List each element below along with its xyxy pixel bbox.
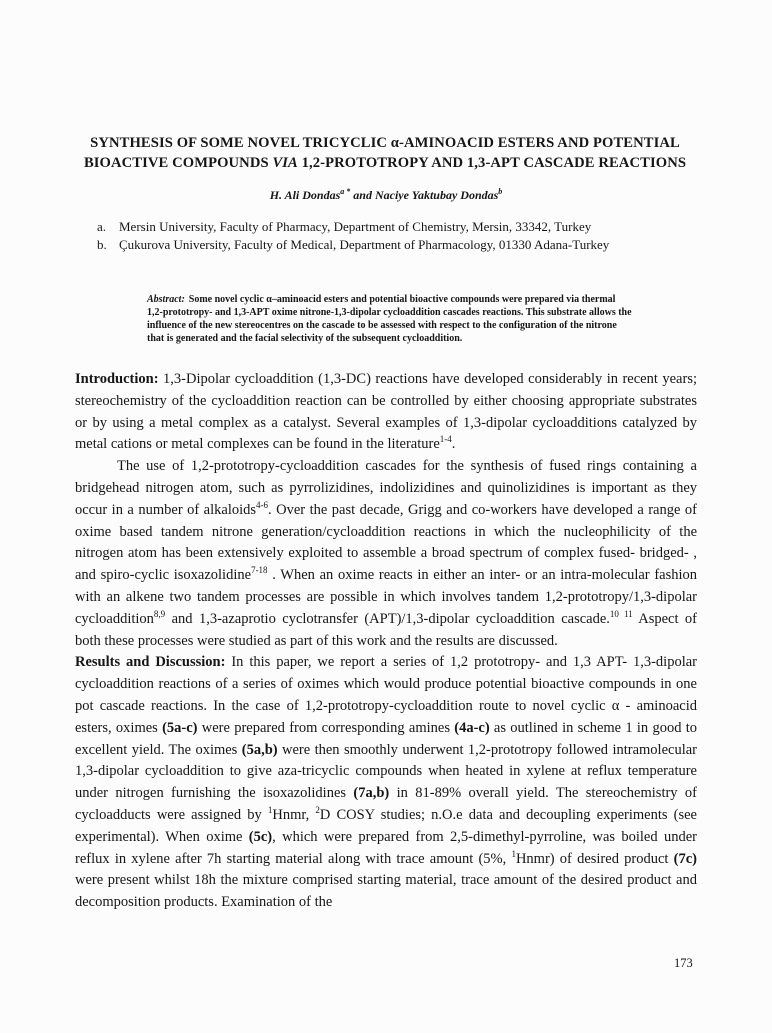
- compound-label: (4a-c): [454, 719, 490, 736]
- abstract-label: Abstract:: [147, 294, 185, 305]
- citation: 1-4: [439, 434, 452, 445]
- author-line: [0, 187, 772, 203]
- compound-label: (5a,b): [241, 741, 278, 758]
- author-2: Naciye Yaktubay Dondas: [374, 188, 499, 202]
- compound-label: (7a,b): [353, 785, 390, 802]
- citation: 7-18: [251, 565, 268, 576]
- affiliation-label: a.: [97, 219, 107, 234]
- affiliation-a: [97, 218, 609, 236]
- intro-paragraph-1: Introduction: 1,3-Dipolar cycloaddition (1,3-DC) reactions have developed considerably in recent years; stereochemistry of the cycloaddition reaction can be controlled by either choosing appropriate substrates or by using a metal complex as a catalyst. Several examples of 1,3-dipolar cycloadditions catalyzed by metal cations or metal complexes can be found in the literature$^{1-4}$.: [75, 371, 697, 453]
- citation: 4-6: [256, 499, 269, 510]
- compound-label: (7c): [673, 850, 697, 867]
- introduction-heading: Introduction:: [75, 371, 159, 387]
- dimension-mark: 2: [315, 805, 320, 816]
- title-line-2: BIOACTIVE COMPOUNDS VIA 1,2-PROTOTROPY AND 1,3-APT CASCADE REACTIONS: [83, 155, 687, 171]
- paper-title: [60, 133, 710, 173]
- citation: 8,9: [153, 608, 166, 619]
- isotope-mark: 1: [511, 848, 516, 859]
- intro-paragraph-2: The use of 1,2-prototropy-cycloaddition cascades for the synthesis of fused rings containing a bridgehead nitrogen atom, such as pyrrolizidines, indolizidines and quinolizidines is important as they occur in a number of alkaloids$^{4-6}$. Over the past decade, Grigg and co-workers have developed a range of oxime based tandem nitrone generation/cycloaddition reactions in which the nucleophilicity of the nitrogen atom has been extensively exploited to assemble a broad spectrum of complex fused- bridged- , and spiro-cyclic isoxazolidine$^{7-18}$ . When an oxime reacts in either an inter- or an intra-molecular fashion with an alkene two tandem processes are possible in which involves tandem 1,2-prototropy/1,3-dipolar cycloaddition$^{8,9}$ and 1,3-azaprotio cyclotransfer (APT)/1,3-dipolar cycloaddition cascade.$^{10 11}$ Aspect of both these processes were studied as part of this work and the results are discussed.: [75, 458, 698, 649]
- results-paragraph: Results and Discussion: In this paper, we report a series of 1,2 prototropy- and 1,3 APT- 1,3-dipolar cycloaddition reactions of a series of oximes which would produce potential bioactive compounds in one pot cascade reactions. In the case of 1,2-prototropy-cycloaddition route to novel cyclic α - aminoacid esters, oximes (5a-c) were prepared from corresponding amines (4a-c) as outlined in scheme 1 in good to excellent yield. The oximes (5a,b) were then smoothly underwent 1,2-prototropy followed intramolecular 1,3-dipolar cycloaddition to give aza-tricyclic compounds when heated in xylene at reflux temperature under nitrogen furnishing the isoxazolidines (7a,b) in 81-89% overall yield. The stereochemistry of cycloadducts were assigned by $^1$Hnmr, $^2$D COSY studies; n.O.e data and decoupling experiments (see experimental). When oxime (5c), which were prepared from 2,5-dimethyl-pyrroline, was boiled under reflux in xylene after 7h starting material along with trace amount (5%, $^1$Hnmr) of desired product (7c) were present whilst 18h the mixture comprised starting material, trace amount of the desired product and decomposition products. Examination of the: [75, 654, 698, 911]
- compound-label: (5a-c): [162, 719, 198, 736]
- title-line-1: SYNTHESIS OF SOME NOVEL TRICYCLIC α-AMINOACID ESTERS AND POTENTIAL: [90, 135, 680, 151]
- affiliations: [97, 218, 609, 254]
- author-1-affil-mark: a *: [340, 187, 351, 196]
- isotope-mark: 1: [267, 805, 273, 816]
- compound-label: (5c): [248, 828, 273, 845]
- title-via: VIA: [272, 155, 298, 171]
- citation: 10 11: [609, 608, 633, 619]
- affiliation-b: [97, 236, 609, 254]
- affiliation-text: Çukurova University, Faculty of Medical, Department of Pharmacology, 01330 Adana-Turkey: [119, 237, 610, 252]
- abstract: [147, 293, 632, 345]
- body-text: [75, 369, 697, 914]
- author-2-affil-mark: b: [498, 187, 503, 196]
- page-number: 173: [674, 956, 693, 970]
- author-connector: and: [350, 188, 375, 202]
- abstract-text: Some novel cyclic α–aminoacid esters and potential bioactive compounds were prepared via thermal 1,2-prototropy- and 1,3-APT oxime nitrone-1,3-dipolar cycloaddition cascades reactions. This substrate allows the influence of the new stereocentres on the cascade to be assessed with respect to the configuration of the nitrone that is generated and the facial selectivity of the subsequent cycloaddition.: [147, 294, 632, 344]
- affiliation-text: Mersin University, Faculty of Pharmacy, Department of Chemistry, Mersin, 33342, Turkey: [119, 219, 592, 234]
- author-1: H. Ali Dondas: [269, 188, 341, 202]
- results-heading: Results and Discussion:: [75, 654, 226, 671]
- affiliation-label: b.: [97, 237, 107, 252]
